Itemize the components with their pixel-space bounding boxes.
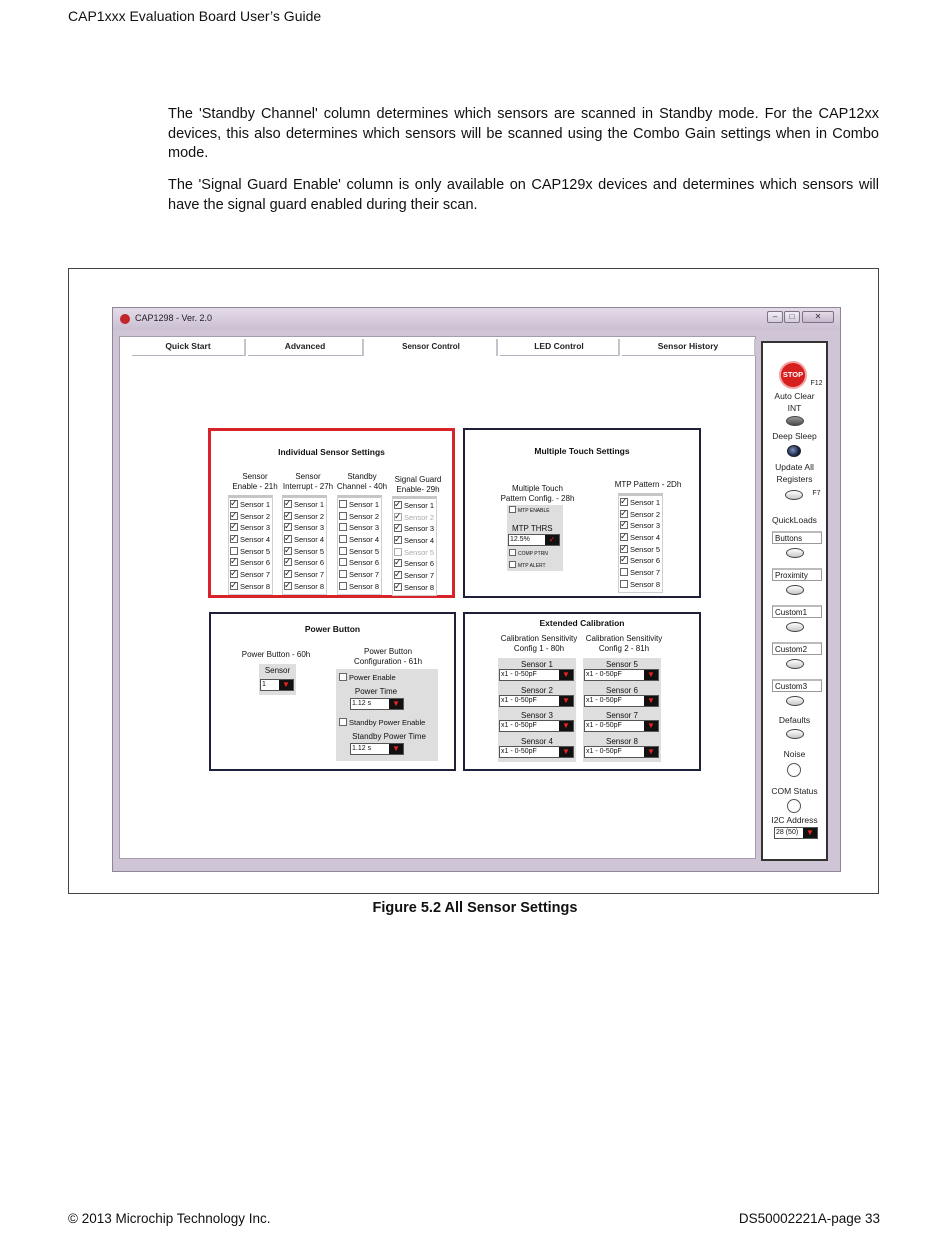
- power-enable-checkbox[interactable]: [339, 673, 347, 681]
- chevron-down-icon: ▼: [279, 680, 293, 690]
- update-all-label: Update All: [775, 462, 814, 472]
- checkbox-row[interactable]: [339, 581, 381, 593]
- chevron-down-icon: ▼: [644, 747, 658, 757]
- sensor-label: Sensor 8: [349, 581, 380, 591]
- sensor-checkbox[interactable]: [230, 582, 238, 590]
- cal-sensor-label: Sensor 4: [520, 736, 554, 746]
- title-bar: [113, 308, 840, 330]
- quickload-button[interactable]: [786, 548, 804, 558]
- close-button[interactable]: ✕: [802, 311, 834, 323]
- sensor-checkbox[interactable]: [339, 582, 347, 590]
- cal-sensitivity-dropdown[interactable]: [584, 669, 659, 681]
- chevron-down-icon: ▼: [644, 696, 658, 706]
- sensor-label: Sensor 7: [294, 570, 325, 580]
- sensor-checkbox[interactable]: [394, 524, 402, 532]
- cal-config2-l2: Config 2 - 81h: [598, 643, 650, 653]
- sensor-checkbox[interactable]: [339, 512, 347, 520]
- mtp-thrs-value: 12.5%: [510, 536, 530, 543]
- sensor-label: Sensor 2: [349, 511, 380, 521]
- standby-channel-header: [333, 472, 391, 491]
- cal-sensitivity-dropdown[interactable]: [584, 695, 659, 707]
- cal-sensitivity-value: x1 - 0-50pF: [501, 722, 537, 729]
- sensor-label: Sensor 4: [349, 535, 380, 545]
- standby-power-enable-row[interactable]: [339, 717, 425, 729]
- sensor-enable-header-l2: Enable - 21h: [232, 481, 278, 491]
- chevron-down-icon: ▼: [644, 721, 658, 731]
- sensor-label: Sensor 1: [630, 498, 661, 507]
- checkbox-row[interactable]: [394, 582, 436, 594]
- cal-right-box: [583, 658, 661, 762]
- sensor-checkbox[interactable]: [230, 523, 238, 531]
- registers-label: Registers: [776, 474, 813, 484]
- power-button-title: Power Button: [304, 624, 361, 634]
- app-window: [112, 307, 841, 872]
- sensor-checkbox[interactable]: [620, 545, 628, 553]
- chevron-down-icon: ▼: [559, 670, 573, 680]
- sensor-interrupt-header-l2: Interrupt - 27h: [282, 481, 334, 491]
- sensor-label: Sensor 2: [404, 512, 435, 522]
- deep-sleep-indicator[interactable]: [787, 445, 801, 457]
- mtp-enable-label: MTP ENABLE: [518, 508, 550, 514]
- quickloads-label: QuickLoads: [772, 515, 817, 525]
- mtp-pattern-config-label: [490, 484, 585, 503]
- cal-sensitivity-value: x1 - 0-50pF: [586, 671, 622, 678]
- defaults-button[interactable]: [786, 729, 804, 739]
- sensor-checkbox[interactable]: [230, 535, 238, 543]
- sensor-label: Sensor 1: [404, 501, 435, 510]
- sensor-label: Sensor 2: [294, 511, 325, 521]
- sensor-label: Sensor 3: [630, 521, 661, 531]
- sensor-checkbox[interactable]: [620, 556, 628, 564]
- sensor-interrupt-column: [282, 495, 327, 595]
- standby-power-enable-label: Standby Power Enable: [349, 718, 426, 727]
- sensor-label: Sensor 5: [404, 547, 435, 557]
- individual-sensor-settings-title: Individual Sensor Settings: [278, 447, 385, 457]
- figure-caption: Figure 5.2 All Sensor Settings: [372, 900, 578, 916]
- tab-led-control[interactable]: LED Control: [500, 339, 620, 356]
- mtp-pattern-config-l2: Pattern Config. - 28h: [500, 493, 575, 503]
- sensor-label: Sensor 6: [630, 556, 661, 566]
- sensor-checkbox[interactable]: [620, 521, 628, 529]
- sensor-checkbox[interactable]: [284, 535, 292, 543]
- quickload-name-field[interactable]: Proximity: [772, 568, 822, 581]
- cal-sensitivity-value: x1 - 0-50pF: [586, 722, 622, 729]
- sensor-label: Sensor 6: [294, 558, 325, 568]
- cal-sensitivity-value: x1 - 0-50pF: [501, 671, 537, 678]
- sensor-checkbox[interactable]: [339, 570, 347, 578]
- sensor-checkbox[interactable]: [620, 510, 628, 518]
- checkbox-row[interactable]: [339, 569, 381, 581]
- cal-left-box: [498, 658, 576, 762]
- cal-sensitivity-dropdown[interactable]: [584, 746, 659, 758]
- checkbox-row[interactable]: [620, 579, 662, 591]
- cal-sensitivity-dropdown[interactable]: [499, 720, 574, 732]
- side-control-bar: [761, 341, 828, 861]
- sensor-checkbox[interactable]: [284, 500, 292, 508]
- individual-sensor-settings-panel: [208, 428, 455, 598]
- sensor-checkbox[interactable]: [394, 513, 402, 521]
- pb-sensor-value: 1: [262, 681, 266, 688]
- chevron-down-icon: ▼: [389, 744, 403, 754]
- app-title: CAP1298 - Ver. 2.0: [135, 313, 213, 323]
- auto-clear-int-toggle[interactable]: [786, 416, 804, 426]
- quickload-button[interactable]: [786, 659, 804, 669]
- sensor-label: Sensor 1: [349, 500, 380, 509]
- sensor-checkbox[interactable]: [620, 498, 628, 506]
- power-time-dropdown[interactable]: [350, 698, 404, 710]
- mtp-enable-row[interactable]: [509, 506, 550, 518]
- cal-config1-label: [494, 634, 584, 653]
- checkbox-row[interactable]: [284, 581, 326, 593]
- mtp-pattern-label: MTP Pattern - 2Dh: [614, 480, 682, 489]
- int-label: INT: [787, 403, 802, 413]
- footer-page-number: DS50002221A-page 33: [738, 1211, 880, 1226]
- pb-config-label: [337, 647, 439, 666]
- sensor-label: Sensor 5: [349, 546, 380, 556]
- client-area: [119, 336, 756, 859]
- standby-power-time-dropdown[interactable]: [350, 743, 404, 755]
- cal-sensitivity-dropdown[interactable]: [584, 720, 659, 732]
- checkbox-row[interactable]: [230, 534, 272, 546]
- sensor-checkbox[interactable]: [230, 570, 238, 578]
- pb-config-label-l2: Configuration - 61h: [353, 656, 423, 666]
- sensor-label: Sensor 8: [630, 579, 661, 589]
- sensor-label: Sensor 3: [349, 523, 380, 533]
- checkbox-row[interactable]: [394, 535, 436, 547]
- multiple-touch-settings-panel: [463, 428, 701, 598]
- power-button-panel: [209, 612, 456, 771]
- i2c-address-label: I2C Address: [771, 815, 818, 825]
- mtp-thrs-label: MTP THRS: [512, 524, 553, 533]
- quickload-button[interactable]: [786, 585, 804, 595]
- maximize-button[interactable]: □: [784, 311, 800, 323]
- sensor-checkbox[interactable]: [339, 547, 347, 555]
- signal-guard-header-l2: Enable- 29h: [396, 484, 440, 494]
- pb-config-label-l1: Power Button: [363, 647, 413, 656]
- update-shortcut-label: F7: [812, 490, 821, 497]
- mtp-alert-label: MTP ALERT: [518, 563, 546, 569]
- quickload-button[interactable]: [786, 696, 804, 706]
- footer-copyright: © 2013 Microchip Technology Inc.: [68, 1211, 271, 1226]
- extended-calibration-panel: [463, 612, 701, 771]
- auto-clear-label: Auto Clear: [774, 391, 815, 401]
- cal-sensitivity-dropdown[interactable]: [499, 695, 574, 707]
- cal-config1-l2: Config 1 - 80h: [513, 643, 565, 653]
- tab-quick-start[interactable]: Quick Start: [132, 339, 246, 356]
- sensor-label: Sensor 8: [294, 581, 325, 591]
- sensor-checkbox[interactable]: [394, 583, 402, 591]
- sensor-label: Sensor 3: [240, 523, 271, 533]
- chevron-down-icon: ▼: [389, 699, 403, 709]
- pb-sensor-label: Sensor: [264, 666, 291, 675]
- chevron-down-icon: ▼: [559, 747, 573, 757]
- cal-sensor-label: Sensor 3: [520, 711, 554, 720]
- quickload-name-field[interactable]: Custom2: [772, 642, 822, 655]
- defaults-label: Defaults: [778, 715, 811, 725]
- checkbox-row[interactable]: [620, 555, 662, 567]
- checkbox-row[interactable]: [620, 567, 662, 579]
- standby-channel-header-l2: Channel - 40h: [336, 481, 388, 491]
- page-header: CAP1xxx Evaluation Board User’s Guide: [68, 8, 322, 24]
- cal-config2-l1: Calibration Sensitivity: [585, 634, 663, 643]
- cal-sensitivity-value: x1 - 0-50pF: [501, 747, 537, 755]
- pb-sensor-box: [259, 664, 296, 695]
- standby-power-time-label: Standby Power Time: [352, 732, 426, 741]
- multiple-touch-title: Multiple Touch Settings: [534, 446, 630, 456]
- mtp-alert-checkbox[interactable]: [509, 561, 516, 568]
- quickload-name-field[interactable]: Custom1: [772, 605, 822, 618]
- tab-sensor-history[interactable]: Sensor History: [622, 339, 756, 356]
- cal-sensitivity-value: x1 - 0-50pF: [501, 696, 537, 704]
- sensor-label: Sensor 5: [630, 544, 661, 554]
- sensor-label: Sensor 5: [240, 546, 271, 556]
- comp-ptrn-label: COMP PTRN: [518, 551, 548, 557]
- signal-guard-header-l1: Signal Guard: [394, 475, 442, 484]
- mtp-config-box: [507, 505, 563, 571]
- i2c-address-dropdown[interactable]: [774, 827, 818, 839]
- sensor-checkbox[interactable]: [284, 547, 292, 555]
- checkbox-row[interactable]: [339, 546, 381, 558]
- power-enable-label: Power Enable: [349, 673, 396, 682]
- comp-ptrn-row[interactable]: [509, 549, 548, 561]
- standby-power-enable-checkbox[interactable]: [339, 718, 347, 726]
- noise-indicator: [787, 763, 801, 777]
- sensor-enable-header-l1: Sensor: [242, 472, 268, 481]
- sensor-label: Sensor 4: [404, 536, 435, 546]
- checkbox-row[interactable]: [339, 522, 381, 534]
- sensor-checkbox[interactable]: [284, 582, 292, 590]
- pb-config-box: [336, 669, 438, 761]
- power-button-60h-label: Power Button - 60h: [241, 650, 311, 659]
- signal-guard-column: [392, 496, 437, 596]
- cal-sensitivity-value: x1 - 0-50pF: [586, 696, 622, 704]
- sensor-label: Sensor 8: [404, 582, 435, 592]
- comp-ptrn-checkbox[interactable]: [509, 549, 516, 556]
- i2c-address-value: 28 (50): [776, 829, 799, 836]
- sensor-checkbox[interactable]: [339, 535, 347, 543]
- tab-sensor-control-label: Sensor Control: [402, 342, 460, 351]
- cal-sensitivity-dropdown[interactable]: [499, 669, 574, 681]
- extended-calibration-title: Extended Calibration: [539, 618, 625, 628]
- cal-sensor-label: Sensor 5: [605, 660, 639, 669]
- sensor-checkbox[interactable]: [230, 512, 238, 520]
- chevron-down-icon: ▼: [644, 670, 658, 680]
- checkbox-row[interactable]: [230, 581, 272, 593]
- checkbox-row[interactable]: [339, 534, 381, 546]
- paragraph-standby-channel: The 'Standby Channel' column determines which sensors are scanned in Standby mode. For the CAP12xx devices, this also determines which sensors will be scanned using the Combo Gain settings when in Combo mode.: [168, 106, 879, 161]
- sensor-label: Sensor 6: [404, 559, 435, 569]
- sensor-checkbox[interactable]: [620, 580, 628, 588]
- cal-sensor-label: Sensor 1: [520, 660, 554, 669]
- checkbox-row[interactable]: [339, 557, 381, 569]
- com-status-label: COM Status: [771, 786, 818, 796]
- cal-config1-l1: Calibration Sensitivity: [500, 634, 578, 643]
- power-time-value: 1.12 s: [352, 700, 372, 707]
- stop-shortcut-label: F12: [810, 380, 823, 387]
- deep-sleep-label: Deep Sleep: [772, 431, 817, 441]
- chevron-down-icon: ✓: [545, 535, 559, 545]
- cal-sensor-label: Sensor 7: [605, 711, 639, 720]
- standby-channel-header-l1: Standby: [347, 472, 377, 481]
- cal-sensor-label: Sensor 2: [520, 685, 554, 695]
- sensor-checkbox[interactable]: [394, 501, 402, 509]
- sensor-enable-column: [228, 495, 273, 595]
- sensor-checkbox[interactable]: [339, 558, 347, 566]
- sensor-label: Sensor 7: [349, 570, 380, 580]
- sensor-label: Sensor 1: [240, 500, 271, 509]
- sensor-label: Sensor 1: [294, 500, 325, 509]
- mtp-thrs-dropdown[interactable]: [508, 534, 560, 546]
- sensor-label: Sensor 6: [349, 558, 380, 568]
- sensor-label: Sensor 5: [294, 546, 325, 556]
- cal-config2-label: [579, 634, 669, 653]
- quickload-name-field[interactable]: Buttons: [772, 531, 822, 544]
- sensor-checkbox[interactable]: [394, 559, 402, 567]
- mtp-alert-row[interactable]: [509, 561, 546, 573]
- sensor-label: Sensor 2: [240, 511, 271, 521]
- noise-label: Noise: [783, 749, 806, 759]
- mtp-pattern-column: [618, 493, 663, 593]
- sensor-checkbox[interactable]: [284, 558, 292, 566]
- sensor-label: Sensor 7: [404, 571, 435, 581]
- cal-sensitivity-dropdown[interactable]: [499, 746, 574, 758]
- sensor-checkbox[interactable]: [620, 533, 628, 541]
- power-time-label: Power Time: [354, 687, 398, 696]
- paragraph-signal-guard: The 'Signal Guard Enable' column is only available on CAP129x devices and determines which sensors will have the signal guard enabled during their scan.: [168, 177, 879, 213]
- sensor-label: Sensor 4: [294, 535, 325, 545]
- sensor-interrupt-header-l1: Sensor: [295, 472, 321, 481]
- chevron-down-icon: ▼: [559, 721, 573, 731]
- cal-sensor-label: Sensor 8: [605, 736, 639, 746]
- standby-power-time-value: 1.12 s: [352, 745, 372, 752]
- sensor-checkbox[interactable]: [284, 512, 292, 520]
- signal-guard-header: [387, 475, 449, 494]
- sensor-checkbox[interactable]: [284, 523, 292, 531]
- sensor-interrupt-header: [277, 472, 339, 491]
- sensor-enable-header: [225, 472, 285, 491]
- tab-bar: [126, 337, 756, 357]
- sensor-checkbox[interactable]: [339, 523, 347, 531]
- sensor-checkbox[interactable]: [394, 571, 402, 579]
- chevron-down-icon: ▼: [559, 696, 573, 706]
- checkbox-row[interactable]: [339, 511, 381, 523]
- minimize-button[interactable]: –: [767, 311, 783, 323]
- sensor-checkbox[interactable]: [394, 548, 402, 556]
- mtp-enable-checkbox[interactable]: [509, 506, 516, 513]
- sensor-label: Sensor 3: [404, 524, 435, 534]
- sensor-checkbox[interactable]: [284, 570, 292, 578]
- sensor-checkbox[interactable]: [394, 536, 402, 544]
- quickload-name-field[interactable]: Custom3: [772, 679, 822, 692]
- pb-sensor-dropdown[interactable]: [260, 679, 294, 691]
- sensor-label: Sensor 3: [294, 523, 325, 533]
- checkbox-row[interactable]: [339, 499, 381, 511]
- standby-channel-column: [337, 495, 382, 595]
- sensor-label: Sensor 8: [240, 581, 271, 591]
- tab-advanced[interactable]: Advanced: [248, 339, 364, 356]
- sensor-checkbox[interactable]: [620, 568, 628, 576]
- cal-sensitivity-value: x1 - 0-50pF: [586, 747, 622, 755]
- mtp-pattern-config-l1: Multiple Touch: [512, 484, 563, 493]
- sensor-checkbox[interactable]: [339, 500, 347, 508]
- sensor-checkbox[interactable]: [230, 500, 238, 508]
- com-status-indicator: [787, 799, 801, 813]
- cal-sensor-label: Sensor 6: [605, 685, 639, 695]
- app-icon: [120, 314, 130, 324]
- stop-button[interactable]: STOP: [779, 361, 807, 389]
- sensor-label: Sensor 2: [630, 509, 661, 519]
- quickload-button[interactable]: [786, 622, 804, 632]
- sensor-checkbox[interactable]: [230, 547, 238, 555]
- power-enable-row[interactable]: [339, 672, 396, 684]
- sensor-label: Sensor 7: [630, 568, 661, 578]
- sensor-label: Sensor 6: [240, 558, 271, 568]
- chevron-down-icon: ▼: [803, 828, 817, 838]
- sensor-label: Sensor 4: [630, 533, 661, 543]
- sensor-checkbox[interactable]: [230, 558, 238, 566]
- sensor-label: Sensor 4: [240, 535, 271, 545]
- sensor-label: Sensor 7: [240, 570, 271, 580]
- tab-sensor-control[interactable]: [366, 339, 498, 356]
